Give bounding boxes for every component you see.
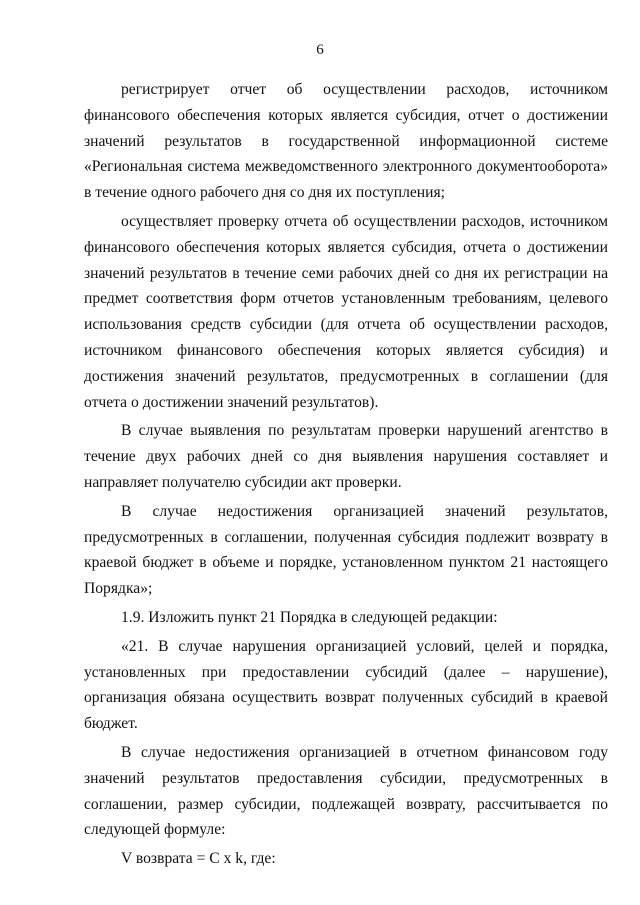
paragraph-refund-results: В случае недостижения организацией значений результатов, предусмотренных в соглашении, полученная субсидия подлежит возврату в краевой бюджет в объеме и порядке, установленном пунктом 21 настоящего Порядка»; (84, 502, 608, 598)
paragraph-registration: регистрирует отчет об осуществлении расходов, источником финансового обеспечения которых является субсидия, отчет о достижении значений результатов в государственной информационной системе «Региональная система межведомственного электронного документооборота» в течение одного рабочего дня со дня их поступления; (84, 81, 608, 202)
paragraph-report-check: осуществляет проверку отчета об осуществлении расходов, источником финансового обеспечения которых является субсидия, отчета о достижении значений результатов в течение семи рабочих дней со дня их регистрации на предмет соответствия форм отчетов установленным требованиям, целевого использования средств субсидии (для отчета об осуществлении расходов, источником финансового обеспечения которых является субсидия) и достижения значений результатов, предусмотренных в соглашении (для отчета о достижении значений результатов). (84, 212, 608, 411)
refund-formula: V возврата = C x k, где: (121, 850, 276, 868)
document-body (84, 77, 608, 872)
paragraph-amendment-1-9: 1.9. Изложить пункт 21 Порядка в следующей редакции: (121, 608, 498, 626)
page-number: 6 (316, 42, 324, 58)
paragraph-item-21: «21. В случае нарушения организацией условий, целей и порядка, установленных при предоставлении субсидий (далее – нарушение), организация обязана осуществить возврат полученных субсидий в краевой бюджет. (84, 637, 608, 733)
paragraph-refund-formula-intro: В случае недостижения организацией в отчетном финансовом году значений результатов предоставления субсидии, предусмотренных в соглашении, размер субсидии, подлежащей возврату, рассчитывается по следующей формуле: (84, 743, 608, 839)
paragraph-violation-act: В случае выявления по результатам проверки нарушений агентство в течение двух рабочих дней со дня выявления нарушения составляет и направляет получателю субсидии акт проверки. (84, 422, 608, 491)
